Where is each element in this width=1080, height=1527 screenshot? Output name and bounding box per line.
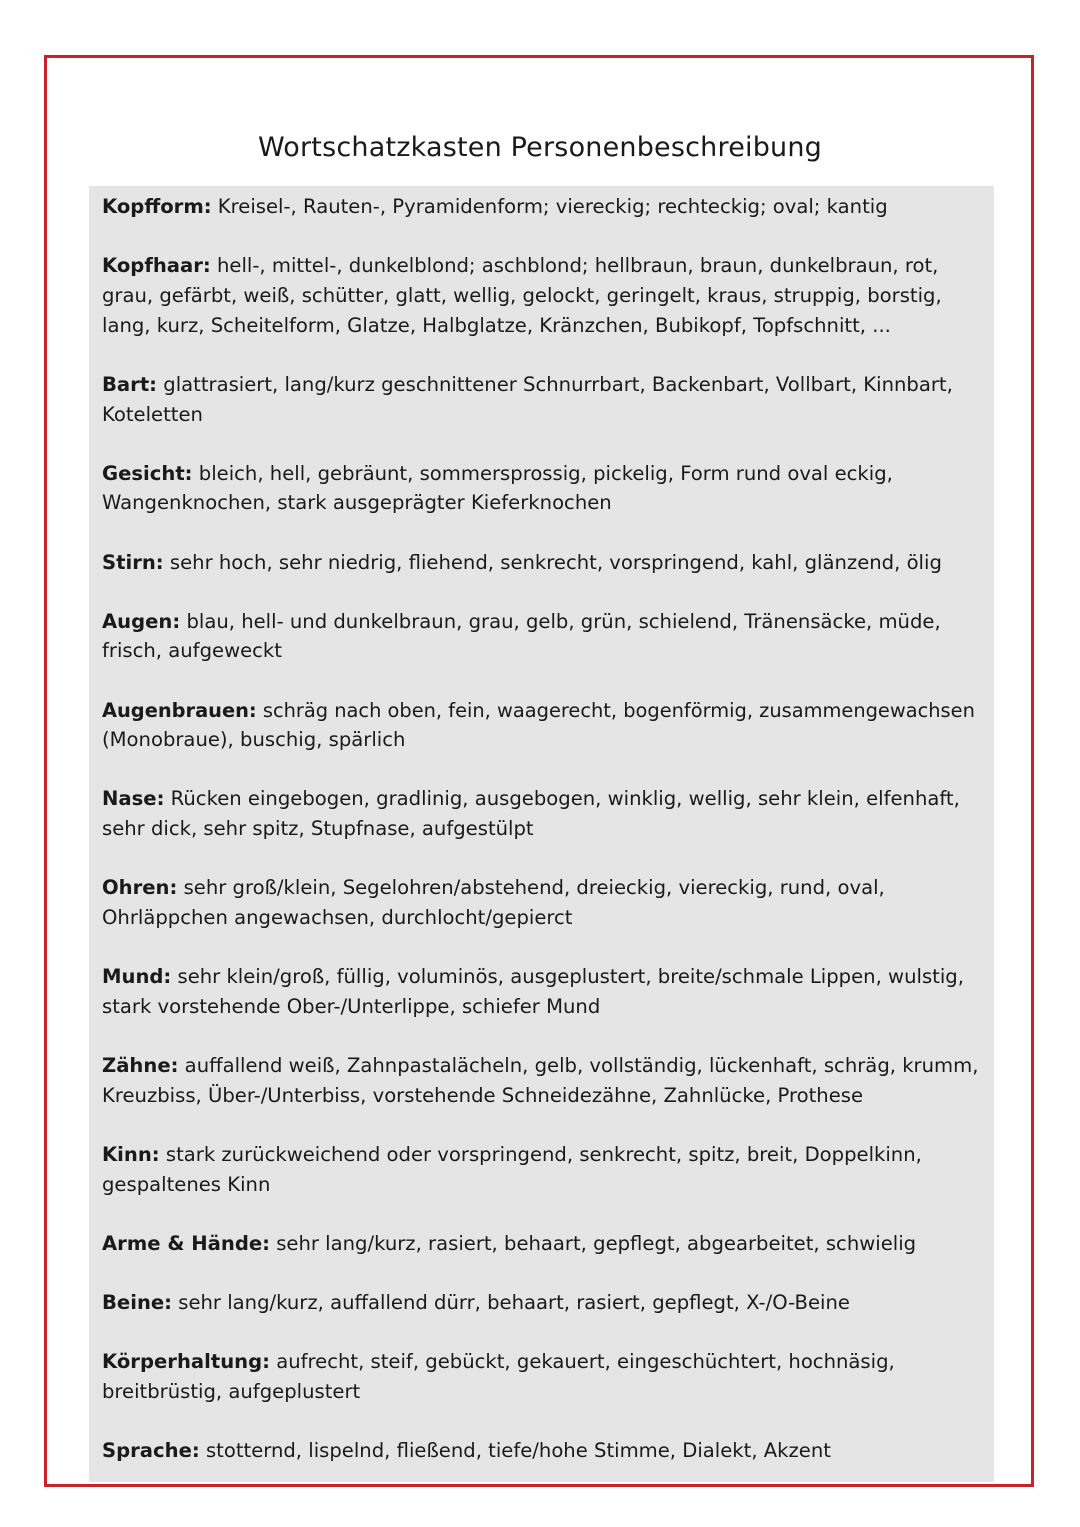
entry-line: [102, 814, 982, 844]
vocabulary-entry: [102, 1288, 982, 1318]
entry-line: [102, 992, 982, 1022]
vocabulary-entry: [102, 1436, 982, 1466]
entry-text: blau, hell- und dunkelbraun, grau, gelb, grün, schielend, Tränensäcke, müde,: [180, 609, 941, 633]
entry-label: Augen:: [102, 609, 181, 633]
vocabulary-entry: [102, 873, 982, 933]
entry-line: [102, 1051, 982, 1081]
entry-label: Zähne:: [102, 1054, 179, 1078]
entry-line: [102, 548, 982, 578]
entry-line: [102, 1081, 982, 1111]
entry-line: [102, 1377, 982, 1407]
entry-text: sehr lang/kurz, rasiert, behaart, gepflegt, abgearbeitet, schwielig: [269, 1231, 917, 1255]
entry-line: [102, 281, 982, 311]
entry-text: sehr lang/kurz, auffallend dürr, behaart, rasiert, gepflegt, X-/O-Beine: [172, 1290, 850, 1314]
vocabulary-entry: [102, 459, 982, 519]
entry-line: [102, 1436, 982, 1466]
entry-line: [102, 636, 982, 666]
entry-label: Beine:: [102, 1290, 173, 1314]
entry-text: grau, gefärbt, weiß, schütter, glatt, wellig, gelockt, geringelt, kraus, struppig, borstig,: [102, 283, 942, 307]
entry-line: [102, 696, 982, 726]
entry-line: [102, 192, 982, 222]
entry-line: [102, 903, 982, 933]
vocabulary-entry: [102, 784, 982, 844]
entry-line: [102, 370, 982, 400]
entry-text: stark vorstehende Ober-/Unterlippe, schiefer Mund: [102, 995, 601, 1019]
entry-text: auffallend weiß, Zahnpastalächeln, gelb, vollständig, lückenhaft, schräg, krumm,: [178, 1054, 979, 1078]
entry-label: Körperhaltung:: [102, 1350, 270, 1374]
entry-text: Kreisel-, Rauten-, Pyramidenform; viereckig; rechteckig; oval; kantig: [211, 195, 888, 218]
entry-line: [102, 1288, 982, 1318]
entry-text: glattrasiert, lang/kurz geschnittener Schnurrbart, Backenbart, Vollbart, Kinnbart,: [157, 372, 953, 396]
entry-text: stark zurückweichend oder vorspringend, senkrecht, spitz, breit, Doppelkinn,: [159, 1143, 922, 1166]
entry-text: gespaltenes Kinn: [102, 1172, 271, 1196]
entry-text: Rücken eingebogen, gradlinig, ausgebogen, winklig, wellig, sehr klein, elfenhaft,: [164, 787, 960, 811]
vocabulary-entry: [102, 1140, 982, 1200]
vocabulary-entry: [102, 370, 982, 430]
entry-text: Koteletten: [102, 402, 203, 426]
entry-text: Wangenknochen, stark ausgeprägter Kieferknochen: [102, 491, 612, 515]
entry-label: Ohren:: [102, 876, 178, 900]
entry-line: [102, 873, 982, 903]
vocabulary-list: [102, 192, 982, 1495]
vocabulary-entry: [102, 607, 982, 667]
entry-text: breitbrüstig, aufgeplustert: [102, 1379, 361, 1403]
entry-text: Ohrläppchen angewachsen, durchlocht/gepierct: [102, 906, 573, 930]
entry-text: Kreuzbiss, Über-/Unterbiss, vorstehende Schneidezähne, Zahnlücke, Prothese: [102, 1083, 864, 1107]
entry-label: Stirn:: [102, 550, 164, 574]
entry-text: sehr groß/klein, Segelohren/abstehend, dreieckig, viereckig, rund, oval,: [177, 876, 885, 900]
entry-line: [102, 784, 982, 814]
vocabulary-entry: [102, 548, 982, 578]
entry-line: [102, 1229, 982, 1259]
entry-text: aufrecht, steif, gebückt, gekauert, eingeschüchtert, hochnäsig,: [269, 1350, 895, 1374]
entry-label: Kinn:: [102, 1143, 160, 1166]
vocabulary-entry: [102, 251, 982, 340]
vocabulary-entry: [102, 1229, 982, 1259]
entry-label: Bart:: [102, 372, 158, 396]
entry-line: [102, 400, 982, 430]
entry-label: Augenbrauen:: [102, 698, 257, 722]
vocabulary-entry: [102, 192, 982, 222]
entry-text: (Monobraue), buschig, spärlich: [102, 728, 406, 752]
vocabulary-entry: [102, 962, 982, 1022]
entry-label: Arme & Hände:: [102, 1231, 270, 1255]
entry-line: [102, 962, 982, 992]
entry-text: sehr dick, sehr spitz, Stupfnase, aufgestülpt: [102, 817, 534, 841]
entry-text: lang, kurz, Scheitelform, Glatze, Halbglatze, Kränzchen, Bubikopf, Topfschnitt, ...: [102, 313, 891, 337]
entry-line: [102, 1140, 982, 1170]
vocabulary-entry: [102, 696, 982, 756]
entry-text: sehr klein/groß, füllig, voluminös, ausgeplustert, breite/schmale Lippen, wulstig,: [171, 965, 964, 989]
entry-line: [102, 459, 982, 489]
entry-label: Sprache:: [102, 1438, 200, 1462]
entry-text: frisch, aufgeweckt: [102, 639, 282, 663]
entry-line: [102, 1347, 982, 1377]
page-title: Wortschatzkasten Personenbeschreibung: [257, 132, 823, 163]
entry-label: Nase:: [102, 787, 165, 811]
entry-line: [102, 1170, 982, 1200]
entry-line: [102, 488, 982, 518]
entry-line: [102, 607, 982, 637]
entry-line: [102, 725, 982, 755]
entry-label: Kopfform:: [102, 195, 212, 218]
vocabulary-entry: [102, 1347, 982, 1407]
entry-label: Mund:: [102, 965, 172, 989]
entry-text: bleich, hell, gebräunt, sommersprossig, pickelig, Form rund oval eckig,: [192, 461, 893, 485]
entry-text: stotternd, lispelnd, fließend, tiefe/hohe Stimme, Dialekt, Akzent: [199, 1438, 831, 1462]
entry-label: Gesicht:: [102, 461, 193, 485]
entry-line: [102, 311, 982, 341]
entry-text: sehr hoch, sehr niedrig, fliehend, senkrecht, vorspringend, kahl, glänzend, ölig: [163, 550, 942, 574]
entry-label: Kopfhaar:: [102, 254, 211, 278]
entry-line: [102, 251, 982, 281]
entry-text: schräg nach oben, fein, waagerecht, bogenförmig, zusammengewachsen: [256, 698, 975, 722]
vocabulary-entry: [102, 1051, 982, 1111]
entry-text: hell-, mittel-, dunkelblond; aschblond; hellbraun, braun, dunkelbraun, rot,: [210, 254, 939, 278]
